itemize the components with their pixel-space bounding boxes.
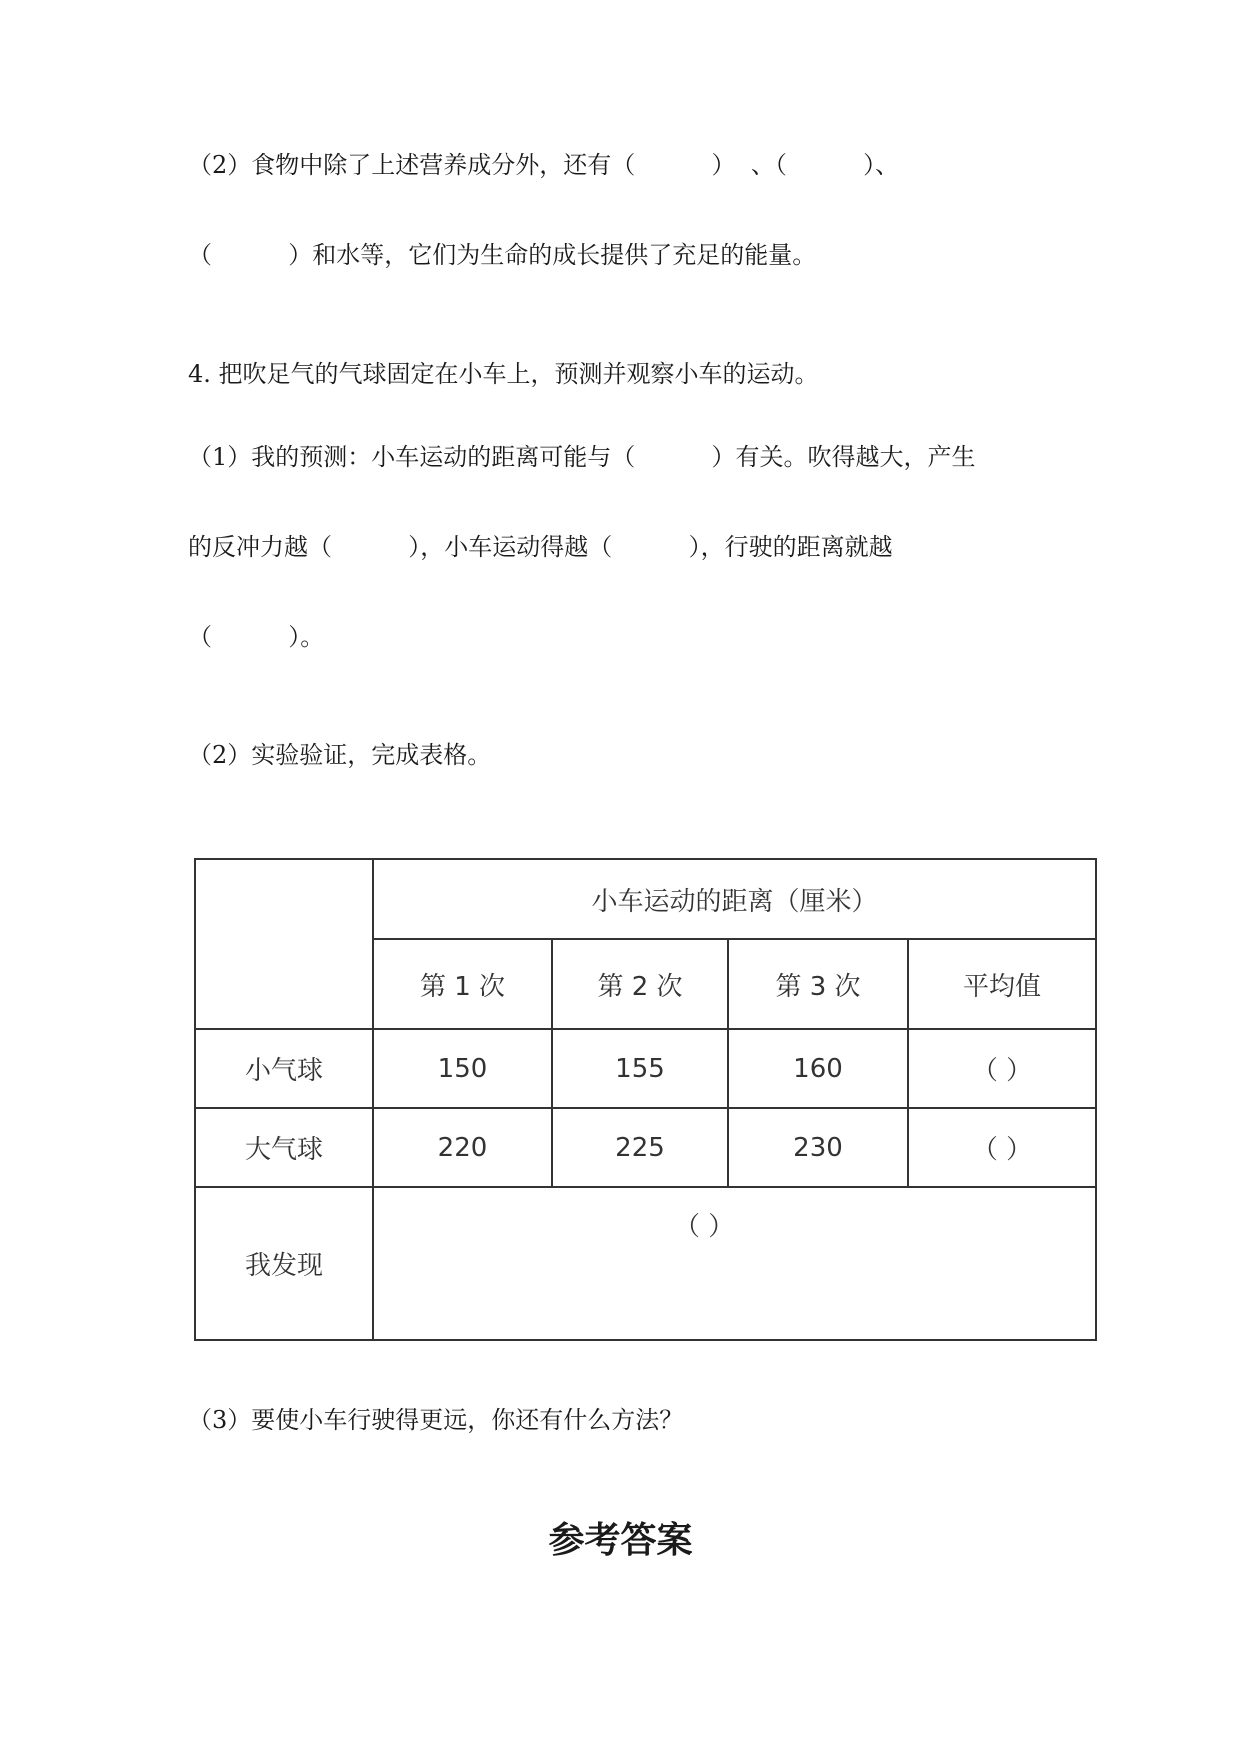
answer-section-title: 参考答案	[548, 1520, 693, 1561]
cell-large-trial-2: 225	[552, 1108, 728, 1187]
q4-part1-line3: （ ）。	[188, 623, 325, 651]
column-header-trial-1: 第 1 次	[373, 939, 552, 1029]
cell-small-trial-1: 150	[373, 1029, 552, 1108]
column-header-trial-3: 第 3 次	[728, 939, 908, 1029]
cell-large-trial-3: 230	[728, 1108, 908, 1187]
cell-small-trial-2: 155	[552, 1029, 728, 1108]
corner-cell	[195, 859, 373, 1029]
q4-part1-line1: （1）我的预测：小车运动的距离可能与（ ）有关。吹得越大，产生	[188, 443, 976, 471]
cell-large-trial-1: 220	[373, 1108, 552, 1187]
experiment-table-container	[194, 858, 1097, 1341]
experiment-table	[194, 858, 1097, 1341]
q4-part3: （3）要使小车行驶得更远，你还有什么方法？	[188, 1406, 684, 1434]
cell-small-trial-3: 160	[728, 1029, 908, 1108]
q3-part2-line2: （ ）和水等，它们为生命的成长提供了充足的能量。	[188, 241, 817, 269]
row-label-small-balloon: 小气球	[195, 1029, 373, 1108]
cell-large-average-blank[interactable]: （ ）	[908, 1108, 1096, 1187]
q4-part1-line2: 的反冲力越（ ），小车运动得越（ ），行驶的距离就越	[188, 533, 893, 561]
column-header-trial-2: 第 2 次	[552, 939, 728, 1029]
table-row-finding	[195, 1187, 1096, 1340]
cell-finding-blank[interactable]: （ ）	[373, 1187, 1096, 1340]
table-row-small-balloon	[195, 1029, 1096, 1108]
row-label-large-balloon: 大气球	[195, 1108, 373, 1187]
table-header-main: 小车运动的距离（厘米）	[373, 859, 1096, 939]
row-label-finding: 我发现	[195, 1187, 373, 1340]
table-row-large-balloon	[195, 1108, 1096, 1187]
q4-title: 4. 把吹足气的气球固定在小车上，预测并观察小车的运动。	[188, 360, 819, 388]
cell-small-average-blank[interactable]: （ ）	[908, 1029, 1096, 1108]
q3-part2-line1: （2）食物中除了上述营养成分外，还有（ ） 、（ ）、	[188, 151, 900, 179]
column-header-average: 平均值	[908, 939, 1096, 1029]
q4-part2: （2）实验验证，完成表格。	[188, 741, 492, 769]
